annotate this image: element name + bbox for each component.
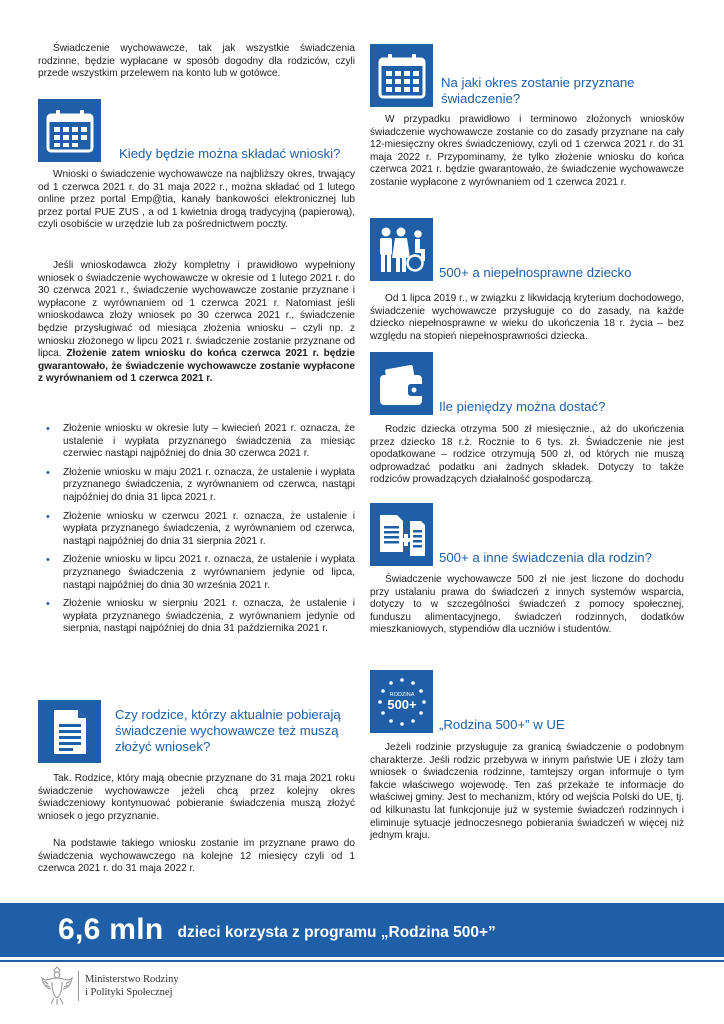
logo-rodzina-text: RODZINA xyxy=(389,691,414,698)
czy-paragraph-1: Tak. Rodzice, który mają obecnie przyznane do 31 maja 2021 roku świadczenie wychowawcze jeżeli chcą przez kolejny okres świadczeniowy kontynuować pobieranie świadczenia muszą złożyć wniosek o jego przyznanie. xyxy=(38,773,355,822)
pieniadze-paragraph: Rodzic dziecka otrzyma 500 zł miesięcznie., aż do ukończenia przez dziecko 18 r.ż. Rocznie to 6 tys. zł. Świadczenie nie jest opodatkowane – rodzice otrzymują 500 zł, od których nie muszą odprowadzać podatku ani żadnych składek. Dotyczy to także rodziców prowadzących działalność gospodarczą. xyxy=(370,424,684,486)
section-kiedy-title: Kiedy będzie można składać wnioski? xyxy=(119,145,341,161)
wallet-icon xyxy=(370,352,433,415)
section-pieniadze-title: Ile pieniędzy można dostać? xyxy=(439,398,606,414)
list-item: • Złożenie wniosku w czerwcu 2021 r. oznacza, że ustalenie i wypłata przyznanego świadczenia, z wyrównaniem od czerwca, nastąpi najpóźniej do dnia 31 sierpnia 2021 r. xyxy=(38,511,355,549)
niepelnosprawne-paragraph: Od 1 lipca 2019 r., w związku z likwidacją kryterium dochodowego, świadczenie wychowawcze przysługuje co do zasady, na każde dziecko niepełnosprawne w wieku do ukończenia 18 r. życia – bez względu na stopień niepełnosprawności dziecka. xyxy=(370,293,684,342)
ministry-name xyxy=(85,973,179,999)
list-item: • Złożenie wniosku w sierpniu 2021 r. oznacza, że ustalenie i wypłata przyznanego świadczenia, z wyrównaniem jedynie od sierpnia, nastąpi najpóźniej do dnia 31 października 2021 r. xyxy=(38,598,355,636)
list-item: • Złożenie wniosku w okresie luty – kwiecień 2021 r. oznacza, że ustalenie i wypłata przyznanego świadczenia za miesiąc czerwiec nastąpi najpóźniej do dnia 30 czerwca 2021 r. xyxy=(38,423,355,461)
kiedy-paragraph-2-text: Jeśli wnioskodawca złoży kompletny i prawidłowo wypełniony wniosek o świadczenie wychowawcze w okresie od 1 lutego 2021 r. do 30 czerwca 2021 r., świadczenie wychowawcze zostanie przyznane i wypłacone z wyrównaniem od 1 czerwca 2021 r. Natomiast jeśli wnioskodawca złoży wniosek po 30 czerwca 2021 r., świadczenie będzie przysługiwać od miesiąca złożenia wniosku – czyli np. z wniosku złożonego w lipcu 2021 r. świadczenie zostanie przyznane od lipca. xyxy=(38,260,355,360)
section-pieniadze-header xyxy=(370,352,605,415)
family-wheelchair-icon xyxy=(370,218,433,281)
list-item: • Złożenie wniosku w maju 2021 r. oznacza, że ustalenie i wypłata przyznanego świadczenia, z wyrównaniem od czerwca, nastąpi najpóźniej do dnia 31 lipca 2021 r. xyxy=(38,467,355,505)
documents-plus-icon xyxy=(370,503,433,566)
calendar-icon xyxy=(38,99,101,162)
logo-500-text: 500+ xyxy=(386,696,417,712)
document-icon xyxy=(38,700,101,763)
czy-paragraph-2: Na podstawie takiego wniosku zostanie im przyznane prawo do świadczenia wychowawczego na kolejne 12 miesięcy czyli od 1 czerwca 2021 r. do 31 maja 2022 r. xyxy=(38,838,355,875)
banner-underline xyxy=(0,960,724,962)
eu-stars-logo-icon xyxy=(370,670,433,733)
section-niepelnosprawne-header xyxy=(370,218,631,281)
section-inne-title: 500+ a inne świadczenia dla rodzin? xyxy=(439,549,652,565)
section-czy-title: Czy rodzice, którzy aktualnie pobierają świadczenie wychowawcze też muszą złożyć wniosek? xyxy=(115,707,341,754)
calendar-grid-icon xyxy=(370,44,433,107)
list-item: • Złożenie wniosku w lipcu 2021 r. oznacza, że ustalenie i wypłata przyznanego świadczenia z wyrównaniem jedynie od lipca, nastąpi najpóźniej do dnia 30 września 2021 r. xyxy=(38,554,355,592)
section-czy-header xyxy=(38,700,353,763)
section-okres-header xyxy=(370,44,641,107)
eagle-emblem-icon xyxy=(40,966,74,1006)
deadline-bullet-list xyxy=(38,423,355,642)
section-inne-header xyxy=(370,503,652,566)
statistic-banner xyxy=(0,903,724,957)
intro-paragraph: Świadczenie wychowawcze, tak jak wszystkie świadczenia rodzinne, będzie wypłacane w sposób dogodny dla rodziców, czyli przede wszystkim przelewem na konto lub w gotówce. xyxy=(38,43,355,80)
footer-ministry-logo xyxy=(40,966,179,1006)
kiedy-paragraph-2 xyxy=(38,260,355,386)
kiedy-paragraph-1: Wnioski o świadczenie wychowawcze na najbliższy okres, trwający od 1 czerwca 2021 r. do 31 maja 2022 r., można składać od 1 lutego online przez portal Emp@tia, kanały bankowości elektronicznej lub przez portal PUE ZUS , a od 1 kwietnia drogą tradycyjną (papierową), czyli osobiście w urzędzie lub za pośrednictwem poczty. xyxy=(38,169,355,231)
banner-number: 6,6 mln xyxy=(58,913,164,946)
footer-separator xyxy=(78,971,79,1001)
ue-paragraph: Jeżeli rodzinie przysługuje za granicą świadczenie o podobnym charakterze. Jeśli rodzic przebywa w innym państwie UE i złoży tam wniosek o świadczenia rodzinne, tamtejszy organ informuje o tym fakcie właściwego wojewodę. Ten zaś przekaże te informacje do właściwej gminy. Jest to mechanizm, który od wejścia Polski do UE, tj. od kilkunastu lat funkcjonuje już w systemie świadczeń rodzinnych i eliminuje sytuacje jednoczesnego pobierania świadczeń w więcej niż jednym kraju. xyxy=(370,742,684,842)
banner-text: dzieci korzysta z programu „Rodzina 500+” xyxy=(177,924,496,941)
section-ue-title: „Rodzina 500+” w UE xyxy=(439,716,565,732)
inne-paragraph: Świadczenie wychowawcze 500 zł nie jest liczone do dochodu przy ustalaniu prawa do świadczeń z innych systemów wsparcia, dotyczy to w szczególności świadczeń z pomocy społecznej, funduszu alimentacyjnego, świadczeń rodzinnych, dodatków mieszkaniowych, stypendiów dla uczniów i studentów. xyxy=(370,574,684,636)
ministry-name-line-2: i Polityki Społecznej xyxy=(85,987,173,998)
section-niepelnosprawne-title: 500+ a niepełnosprawne dziecko xyxy=(439,264,632,280)
section-okres-title: Na jaki okres zostanie przyznane świadczenie? xyxy=(441,75,635,106)
ministry-name-line-1: Ministerstwo Rodziny xyxy=(85,974,179,985)
section-kiedy-header xyxy=(38,99,340,162)
kiedy-paragraph-2-bold: Złożenie zatem wniosku do końca czerwca 2021 r. będzie gwarantowało, że świadczenie wychowawcze zostanie wypłacone z wyrównaniem od 1 czerwca 2021 r. xyxy=(38,348,355,385)
section-ue-header xyxy=(370,670,565,733)
okres-paragraph: W przypadku prawidłowo i terminowo złożonych wniosków świadczenie wychowawcze zostanie co do zasady przyznane na cały 12-miesięczny okres świadczeniowy, czyli od 1 czerwca 2021 r. do 31 maja 2022 r. Przypominamy, że tylko złożenie wniosku do końca czerwca 2021 r. będzie gwarantowało, że świadczenie wychowawcze zostanie wypłacone z wyrównaniem od 1 czerwca 2021 r. xyxy=(370,114,684,188)
